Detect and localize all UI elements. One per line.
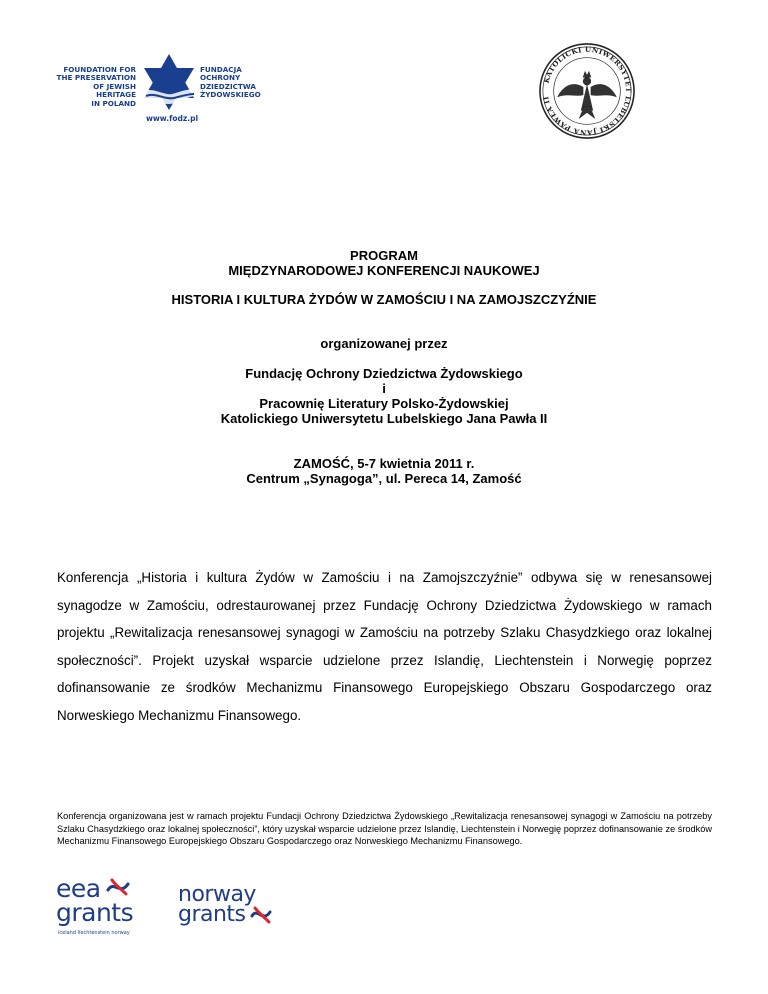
program-heading: PROGRAM [350, 248, 418, 263]
fodz-en-line: OF JEWISH HERITAGE [93, 81, 136, 100]
norway-grants-logo [178, 884, 278, 928]
fodz-url: www.fodz.pl [145, 114, 199, 123]
eea-grants-line2: grants [56, 898, 134, 927]
eea-grants-tagline: iceland liechtenstein norway [58, 930, 130, 936]
conference-title: HISTORIA I KULTURA ŻYDÓW W ZAMOŚCIU I NA ZAMOJSZCZYŹNIE [171, 292, 597, 307]
kul-university-seal [538, 42, 636, 140]
fodz-pl-line: OCHRONY [200, 73, 241, 83]
norway-swirl-icon [250, 904, 272, 926]
star-of-david-hand-icon [138, 52, 200, 114]
conference-date: ZAMOŚĆ, 5-7 kwietnia 2011 r. [293, 456, 475, 471]
organizer-conjunction: i [382, 381, 386, 396]
norway-grants-line2: grants [178, 902, 246, 927]
norway-grants-line1: norway [178, 882, 256, 907]
organizer-2: Pracownię Literatury Polsko-Żydowskiej [259, 396, 509, 411]
eea-grants-line1: eea [56, 874, 101, 903]
fodz-logo-polish-name [200, 66, 270, 100]
intro-paragraph: Konferencja „Historia i kultura Żydów w Zamościu i na Zamojszczyźnie” odbywa się w renesansowej synagodze w Zamościu, odrestaurowanej przez Fundację Ochrony Dziedzictwa Żydowskiego w ramach projektu „Rewitalizacja renesansowej synagogi w Zamościu na potrzeby Szlaku Chasydzkiego oraz lokalnej społeczności”. Projekt uzyskał wsparcie udzielone przez Islandię, Liechtenstein i Norwegię poprzez dofinansowanie ze środków Mechanizmu Finansowego Europejskiego Obszaru Gospodarczego oraz Norweskiego Mechanizmu Finansowego. [57, 570, 712, 723]
fodz-logo-english-name [54, 66, 136, 108]
fodz-logo [54, 44, 261, 134]
organizer-1: Fundację Ochrony Dziedzictwa Żydowskiego [245, 366, 523, 381]
footnote-paragraph: Konferencja organizowana jest w ramach projektu Fundacji Ochrony Dziedzictwa Żydowskiego „Rewitalizacja renesansowej synagogi w Zamościu na potrzeby Szlaku Chasydzkiego oraz lokalnej społeczności”, który uzyskał wsparcie udzielone przez Islandię, Liechtenstein i Norwegię poprzez dofinansowanie ze środków Mechanizmu Finansowego Europejskiego Obszaru Gospodarczego oraz Norweskiego Mechanizmu Finansowego. [57, 811, 712, 847]
fodz-en-line: THE PRESERVATION [56, 73, 136, 83]
fodz-en-line: IN POLAND [91, 98, 136, 108]
fodz-pl-line: FUNDACJA [200, 65, 242, 74]
conference-type: MIĘDZYNARODOWEJ KONFERENCJI NAUKOWEJ [228, 263, 540, 278]
eea-grants-logo [56, 876, 156, 938]
eea-swirl-icon [106, 876, 130, 898]
fodz-pl-line: ŻYDOWSKIEGO [200, 90, 261, 100]
fodz-en-line: FOUNDATION FOR [63, 65, 136, 74]
organizer-3: Katolickiego Uniwersytetu Lubelskiego Jana Pawła II [220, 411, 548, 426]
conference-venue: Centrum „Synagoga”, ul. Pereca 14, Zamość [246, 471, 522, 486]
fodz-pl-line: DZIEDZICTWA [200, 81, 256, 91]
seal-text: KATOLICKI UNIWERSYTET LUBELSKI JANA PAWŁA II [541, 44, 634, 138]
organized-by: organizowanej przez [320, 336, 448, 351]
